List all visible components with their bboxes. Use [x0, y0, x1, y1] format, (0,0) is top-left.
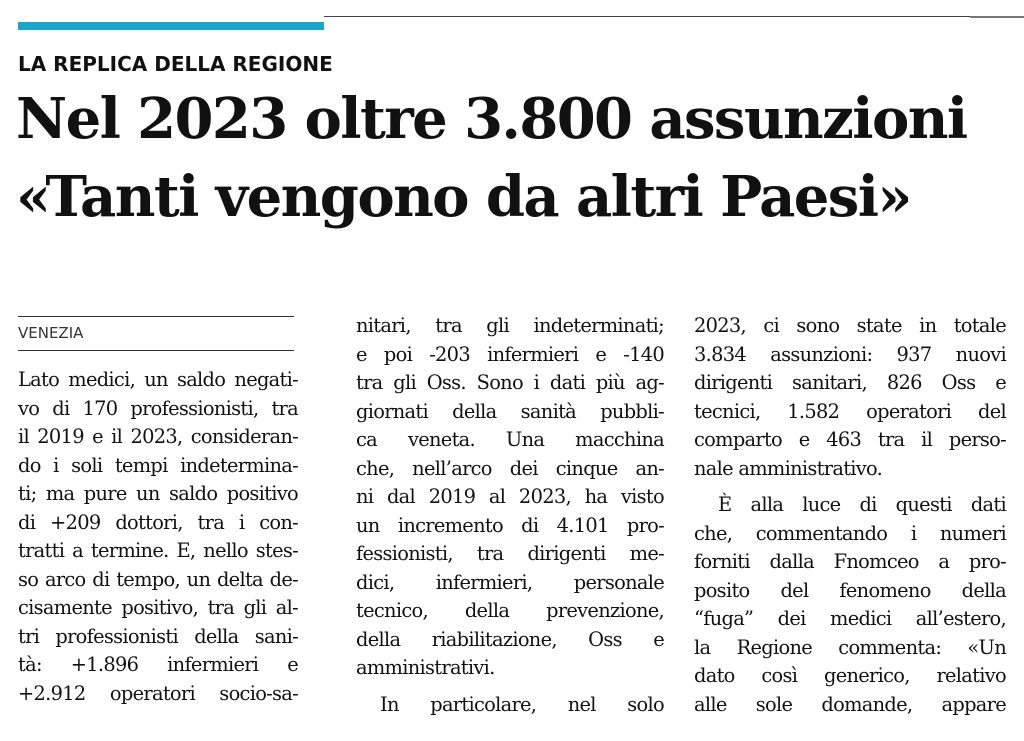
text-line: amministrativi.	[356, 656, 495, 679]
paragraph-gap	[694, 483, 1006, 491]
top-rule-end	[970, 16, 1024, 18]
text-line: tà: +1.896 infermieri e	[18, 653, 298, 676]
text-line: alle sole domande, appare	[694, 692, 1006, 716]
text-line: un incremento di 4.101 pro-	[356, 513, 664, 537]
text-line: “fuga” dei medici all’estero,	[694, 607, 1006, 630]
text-line: 2023, ci sono state in totale	[694, 314, 1006, 337]
text-line: dirigenti sanitari, 826 Oss e	[694, 371, 1006, 394]
text-line: +2.912 operatori socio-sa-	[18, 681, 298, 705]
text-line: forniti dalla Fnomceo a pro-	[694, 550, 1006, 573]
text-line: giornati della sanità pubbli-	[356, 399, 664, 423]
text-line: ni dal 2019 al 2023, ha visto	[356, 485, 664, 508]
text-line: la Regione commenta: «Un	[694, 635, 1006, 659]
text-line: In particolare, nel solo	[380, 692, 664, 716]
text-line: cisamente positivo, tra gli al-	[18, 596, 298, 619]
text-line: È alla luce di questi dati	[718, 493, 1006, 516]
text-line: nitari, tra gli indeterminati;	[356, 314, 664, 337]
text-line: tri professionisti della sani-	[18, 624, 298, 648]
text-line: 3.834 assunzioni: 937 nuovi	[694, 342, 1006, 366]
text-line: il 2019 e il 2023, consideran-	[18, 425, 298, 448]
text-line: fessionisti, tra dirigenti me-	[356, 542, 664, 565]
text-line: e poi -203 infermieri e -140	[356, 342, 664, 366]
text-line: tecnico, della prevenzione,	[356, 599, 664, 622]
text-line: che, nell’arco dei cinque an-	[356, 456, 664, 480]
text-line: Lato medici, un saldo negati-	[18, 368, 298, 391]
dateline: VENEZIA	[18, 324, 84, 342]
text-line: dici, infermieri, personale	[356, 570, 664, 594]
kicker: LA REPLICA DELLA REGIONE	[18, 52, 333, 76]
dateline-box	[18, 316, 294, 351]
text-line: so arco di tempo, un delta de-	[18, 567, 298, 591]
section-accent-bar	[18, 22, 324, 30]
text-line: che, commentando i numeri	[694, 521, 1006, 545]
dateline-rule-bottom	[18, 350, 294, 351]
text-line: posito del fenomeno della	[694, 578, 1006, 602]
top-rule	[324, 16, 1024, 17]
text-line: della riabilitazione, Oss e	[356, 627, 664, 651]
text-line: vo di 170 professionisti, tra	[18, 396, 298, 420]
text-line: tra gli Oss. Sono i dati più ag-	[356, 371, 664, 394]
headline	[16, 80, 1016, 236]
text-line: dato così generico, relativo	[694, 664, 1006, 687]
body-column-3	[694, 312, 1006, 719]
headline-line-1: Nel 2023 oltre 3.800 assunzioni	[16, 86, 967, 152]
text-line: comparto e 463 tra il perso-	[694, 428, 1006, 451]
body-column-1	[18, 366, 298, 708]
headline-line-2: «Tanti vengono da altri Paesi»	[16, 164, 911, 230]
paragraph-gap	[356, 683, 664, 691]
text-line: ca veneta. Una macchina	[356, 428, 664, 451]
text-line: di +209 dottori, tra i con-	[18, 510, 298, 534]
text-line: tratti a termine. E, nello stes-	[18, 539, 298, 562]
text-line: ti; ma pure un saldo positivo	[18, 482, 298, 505]
text-line: do i soli tempi indetermina-	[18, 453, 298, 477]
text-line: nale amministrativo.	[694, 456, 883, 480]
body-column-2	[356, 312, 664, 719]
text-line: tecnici, 1.582 operatori del	[694, 399, 1006, 423]
